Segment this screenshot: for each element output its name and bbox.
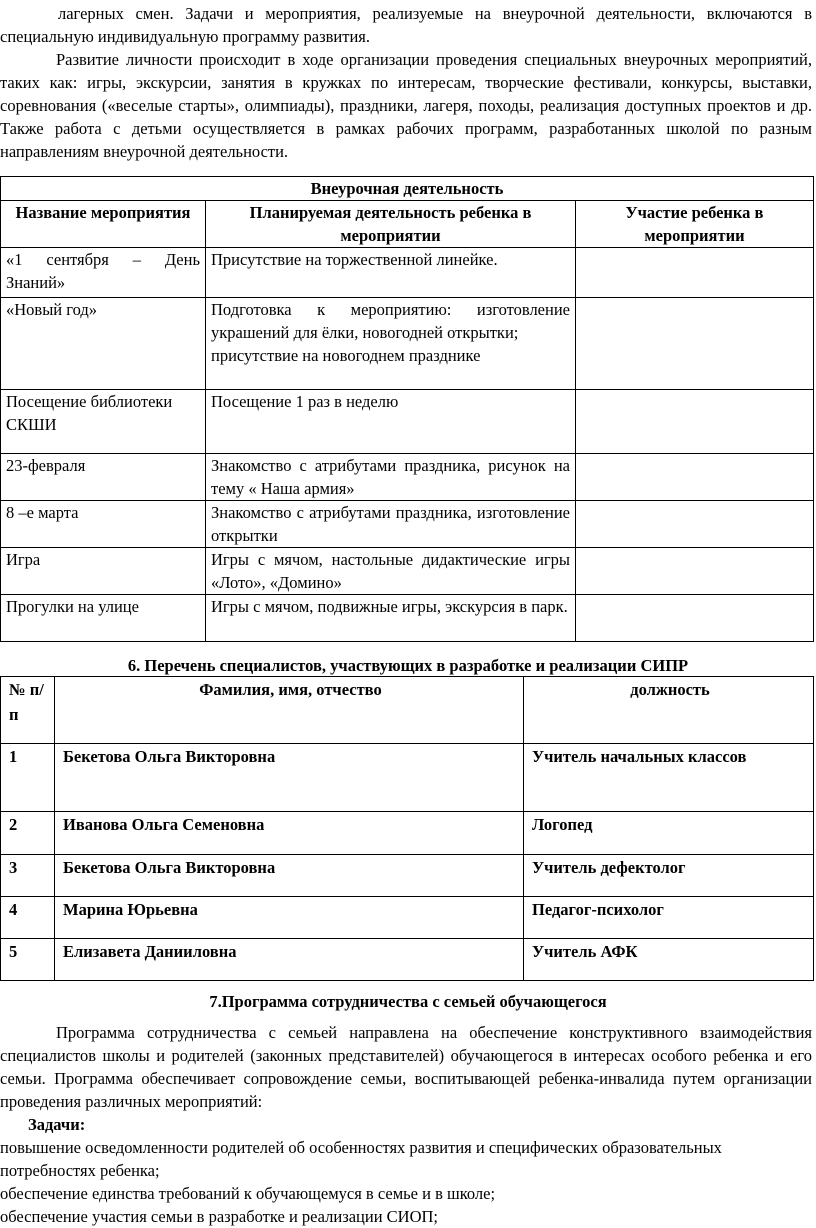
table-row xyxy=(1,390,814,454)
row-number: 4 xyxy=(1,897,55,939)
planned-activity: Присутствие на торжественной линейке. xyxy=(206,248,576,298)
event-name: 8 –е марта xyxy=(1,501,206,548)
table-row xyxy=(1,501,814,548)
planned-activity: Игры с мячом, настольные дидактические игры «Лото», «Домино» xyxy=(206,548,576,595)
specialist-name: Елизавета Данииловна xyxy=(55,939,524,981)
section-6-title: 6. Перечень специалистов, участвующих в разработке и реализации СИПР xyxy=(127,656,689,675)
intro-paragraph-2: Развитие личности происходит в ходе организации проведения специальных внеурочных мероприятий, таких как: игры, экскурсии, занятия в кружках по интересам, творческие фестивали, конкурсы, выставки, соревнования («веселые старты», олимпиады), праздники, лагеря, походы, реализация доступных проектов и др. Также работа с детьми осуществляется в рамках рабочих программ, разработанных школой по разным направлениям внеурочной деятельности. xyxy=(0,50,812,161)
specialist-position: Учитель АФК xyxy=(524,939,814,981)
table-row xyxy=(1,298,814,390)
table-row xyxy=(1,744,814,812)
participation-cell xyxy=(576,595,814,642)
task-item: повышение осведомленности родителей об особенностях развития и специфических образовательных потребностях ребенка; xyxy=(0,1138,722,1180)
task-item: обеспечение участия семьи в разработке и реализации СИОП; xyxy=(0,1207,439,1226)
participation-cell xyxy=(576,548,814,595)
table-row xyxy=(1,897,814,939)
table-row xyxy=(1,454,814,501)
activities-table-title: Внеурочная деятельность xyxy=(1,177,814,201)
specialist-name: Бекетова Ольга Викторовна xyxy=(55,744,524,812)
participation-cell xyxy=(576,454,814,501)
planned-activity: Посещение 1 раз в неделю xyxy=(206,390,576,454)
tasks-label: Задачи: xyxy=(28,1115,86,1134)
specialist-position: Логопед xyxy=(524,812,814,855)
participation-cell xyxy=(576,248,814,298)
specialist-position: Педагог-психолог xyxy=(524,897,814,939)
col-header-participation: Участие ребенка в мероприятии xyxy=(576,201,814,248)
specialist-position: Учитель дефектолог xyxy=(524,855,814,897)
participation-cell xyxy=(576,390,814,454)
row-number: 2 xyxy=(1,812,55,855)
specialist-name: Иванова Ольга Семеновна xyxy=(55,812,524,855)
planned-activity xyxy=(206,298,576,390)
activities-table xyxy=(0,176,814,642)
col-header-full-name: Фамилия, имя, отчество xyxy=(55,677,524,744)
section-7-title: 7.Программа сотрудничества с семьей обучающегося xyxy=(209,992,607,1011)
section-7-paragraph: Программа сотрудничества с семьей направлена на обеспечение конструктивного взаимодействия специалистов школы и родителей (законных представителей) обучающегося в интересах особого ребенка и его семьи. Программа обеспечивает сопровождение семьи, воспитывающей ребенка-инвалида путем организации проведения различных мероприятий: xyxy=(0,1023,812,1111)
specialists-table xyxy=(0,676,814,981)
participation-cell xyxy=(576,298,814,390)
section-7-body xyxy=(0,1021,812,1228)
specialist-position: Учитель начальных классов xyxy=(524,744,814,812)
row-number: 5 xyxy=(1,939,55,981)
table-row xyxy=(1,248,814,298)
event-name: «1 сентября – День Знаний» xyxy=(1,248,206,298)
table-row xyxy=(1,812,814,855)
planned-activity: Знакомство с атрибутами праздника, изготовление открытки xyxy=(206,501,576,548)
row-number: 1 xyxy=(1,744,55,812)
specialist-name: Бекетова Ольга Викторовна xyxy=(55,855,524,897)
col-header-planned: Планируемая деятельность ребенка в мероприятии xyxy=(206,201,576,248)
specialist-name: Марина Юрьевна xyxy=(55,897,524,939)
task-item: обеспечение единства требований к обучающемуся в семье и в школе; xyxy=(0,1184,496,1203)
event-name: 23-февраля xyxy=(1,454,206,501)
col-header-event: Название мероприятия xyxy=(1,201,206,248)
table-row xyxy=(1,548,814,595)
table-row xyxy=(1,939,814,981)
planned-activity: Игры с мячом, подвижные игры, экскурсия в парк. xyxy=(206,595,576,642)
event-name: «Новый год» xyxy=(1,298,206,390)
row-number: 3 xyxy=(1,855,55,897)
event-name: Игра xyxy=(1,548,206,595)
table-row xyxy=(1,595,814,642)
intro-text xyxy=(0,2,812,163)
col-header-position: должность xyxy=(524,677,814,744)
event-name: Посещение библиотеки СКШИ xyxy=(1,390,206,454)
planned-activity-line: присутствие на новогоднем празднике xyxy=(211,346,481,365)
intro-paragraph-1: лагерных смен. Задачи и мероприятия, реализуемые на внеурочной деятельности, включаются в специальную индивидуальную программу развития. xyxy=(0,4,812,46)
planned-activity: Знакомство с атрибутами праздника, рисунок на тему « Наша армия» xyxy=(206,454,576,501)
event-name: Прогулки на улице xyxy=(1,595,206,642)
col-header-number: № п/п xyxy=(1,677,55,744)
planned-activity-line: Подготовка к мероприятию: изготовление украшений для ёлки, новогодней открытки; xyxy=(211,300,570,342)
participation-cell xyxy=(576,501,814,548)
table-row xyxy=(1,855,814,897)
